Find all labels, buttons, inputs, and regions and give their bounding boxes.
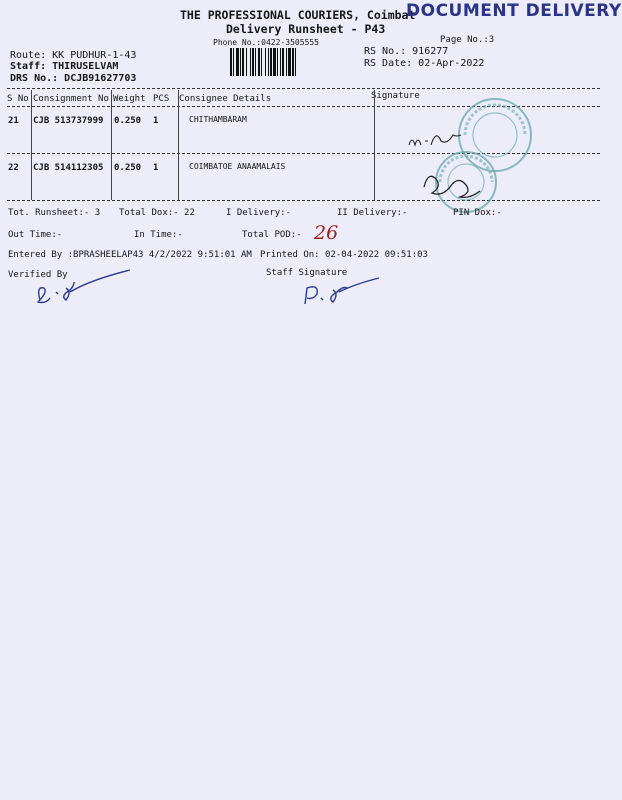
row-sno: 22 xyxy=(8,163,19,173)
barcode-bar xyxy=(255,48,256,76)
drs-number: DRS No.: DCJB91627703 xyxy=(10,73,137,84)
barcode xyxy=(230,48,354,76)
barcode-bar xyxy=(280,48,281,76)
out-time: Out Time:- xyxy=(8,230,63,240)
row-consignment: CJB 513737999 xyxy=(33,116,104,126)
page-number: Page No.:3 xyxy=(440,35,495,45)
barcode-bar xyxy=(265,48,266,76)
barcode-bar xyxy=(250,48,251,76)
barcode-bar xyxy=(295,48,296,76)
entered-by: Entered By :BPRASHEELAP43 4/2/2022 9:51:01 AM xyxy=(8,250,252,260)
ii-delivery: II Delivery:- xyxy=(337,208,408,218)
barcode-bar xyxy=(270,48,272,76)
barcode-bar xyxy=(258,48,260,76)
barcode-bar xyxy=(288,48,291,76)
col-header-pcs: PCS xyxy=(153,94,170,104)
col-divider xyxy=(31,90,32,200)
row-weight: 0.250 xyxy=(114,116,142,126)
col-header-consignee: Consignee Details xyxy=(179,94,272,104)
row-pcs: 1 xyxy=(153,116,159,126)
col-header-sno: S No xyxy=(7,94,29,104)
total-pod-handwritten: 26 xyxy=(314,222,339,244)
receiver-signature-1 xyxy=(405,125,465,160)
row-pcs: 1 xyxy=(153,163,159,173)
tot-runsheet: Tot. Runsheet:- 3 xyxy=(8,208,101,218)
rs-number: RS No.: 916277 xyxy=(364,46,449,57)
i-delivery: I Delivery:- xyxy=(226,208,292,218)
staff-signature-label: Staff Signature xyxy=(266,268,348,278)
barcode-bar xyxy=(240,48,241,76)
barcode-bar xyxy=(273,48,276,76)
staff-signature xyxy=(295,276,385,311)
total-pod: Total POD:- xyxy=(242,230,302,240)
verifier-signature xyxy=(30,270,140,310)
pin-dox: PIN Dox:- xyxy=(453,208,502,218)
rs-date: RS Date: 02-Apr-2022 xyxy=(364,58,485,69)
col-header-consignment: Consignment No xyxy=(33,94,109,104)
barcode-bar xyxy=(292,48,294,76)
route-label: Route: KK PUDHUR-1-43 xyxy=(10,50,137,61)
receiver-signature-2 xyxy=(418,165,488,205)
staff-label: Staff: THIRUSELVAM xyxy=(10,61,119,72)
row-consignee: COIMBATOE ANAAMALAIS xyxy=(189,162,286,171)
barcode-bar xyxy=(268,48,269,76)
document-delivery-stamp: DOCUMENT DELIVERY xyxy=(406,1,622,21)
verified-by-label: Verified By xyxy=(8,270,68,280)
barcode-bar xyxy=(277,48,278,76)
runsheet-title: Delivery Runsheet - P43 xyxy=(226,22,386,36)
col-divider xyxy=(374,90,375,200)
row-consignee: CHITHAMBARAM xyxy=(189,115,247,124)
total-dox: Total Dox:- 22 xyxy=(119,208,195,218)
barcode-bar xyxy=(246,48,247,76)
col-divider xyxy=(111,90,112,200)
row-weight: 0.250 xyxy=(114,163,142,173)
barcode-bar xyxy=(282,48,284,76)
col-header-weight: Weight xyxy=(113,94,146,104)
row-sno: 21 xyxy=(8,116,19,126)
company-name: THE PROFESSIONAL COURIERS, Coimbat xyxy=(180,8,416,22)
row-consignment: CJB 514112305 xyxy=(33,163,104,173)
barcode-bar xyxy=(261,48,262,76)
printed-on: Printed On: 02-04-2022 09:51:03 xyxy=(260,250,428,260)
col-divider xyxy=(178,90,179,200)
barcode-bar xyxy=(252,48,254,76)
barcode-bar xyxy=(230,48,232,76)
table-top-rule xyxy=(7,88,600,89)
barcode-bar xyxy=(236,48,239,76)
barcode-bar xyxy=(286,48,287,76)
barcode-bar xyxy=(233,48,234,76)
barcode-bar xyxy=(242,48,244,76)
col-header-signature: Signature xyxy=(371,91,420,101)
in-time: In Time:- xyxy=(134,230,183,240)
phone-number: Phone No.:0422-3505555 xyxy=(213,38,319,47)
